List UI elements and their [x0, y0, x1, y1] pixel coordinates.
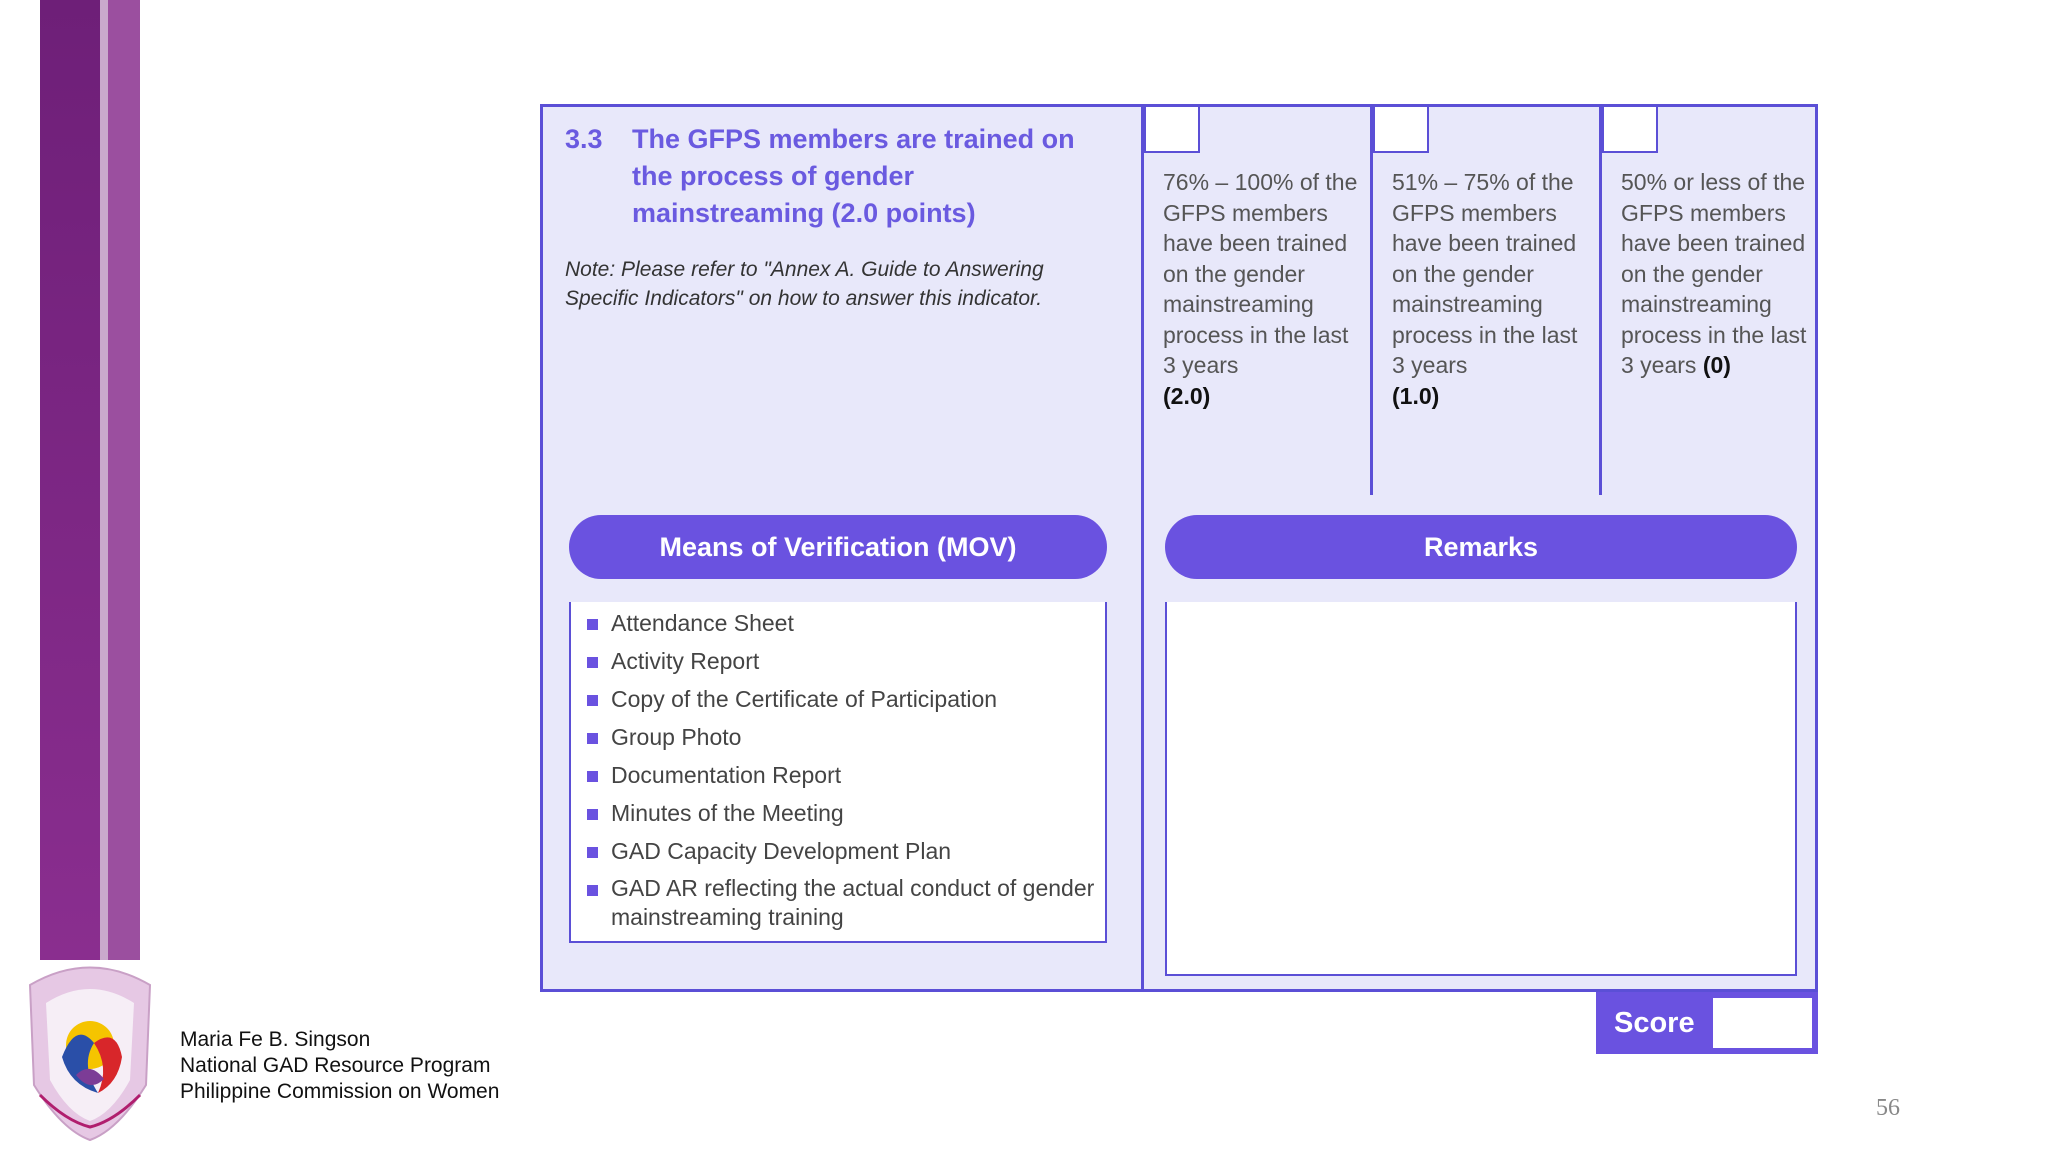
- criterion-1: [1163, 167, 1363, 411]
- square-bullet-icon: [587, 847, 598, 858]
- criterion-score: (0): [1702, 352, 1731, 378]
- criteria-divider-2: [1599, 107, 1602, 495]
- mov-item-label: Activity Report: [611, 648, 760, 674]
- presenter-name: Maria Fe B. Singson: [180, 1028, 371, 1051]
- mov-item: [583, 646, 1105, 676]
- mov-item-label: Minutes of the Meeting: [611, 800, 844, 826]
- criterion-text: 50% or less of the GFPS members have been trained on the gender mainstreaming process in the last 3 years: [1621, 169, 1807, 378]
- mov-item: [583, 836, 1105, 866]
- pcw-seal-icon: [18, 945, 162, 1145]
- square-bullet-icon: [587, 657, 598, 668]
- side-stripe-light: [100, 0, 108, 960]
- slide-number: 56: [1876, 1095, 1900, 1121]
- mov-item: [583, 760, 1105, 790]
- indicator-title: [565, 121, 1105, 232]
- criterion-text: 51% – 75% of the GFPS members have been trained on the gender mainstreaming process in the last 3 years: [1392, 169, 1578, 378]
- mov-list-box: [569, 602, 1107, 943]
- score-input[interactable]: [1713, 998, 1812, 1048]
- criterion-2: [1392, 167, 1592, 411]
- criterion-score: (1.0): [1392, 382, 1440, 409]
- mov-item: [583, 798, 1105, 828]
- score-box: [1596, 992, 1818, 1054]
- side-stripe-dark: [40, 0, 100, 960]
- mov-item: [583, 874, 1105, 932]
- presenter-program: National GAD Resource Program: [180, 1054, 491, 1077]
- criterion-text: 76% – 100% of the GFPS members have been trained on the gender mainstreaming process in the last 3 years: [1163, 169, 1358, 378]
- mov-list: [571, 602, 1105, 932]
- presenter-organization: Philippine Commission on Women: [180, 1080, 500, 1103]
- criterion-score: (2.0): [1163, 382, 1211, 409]
- panel-divider: [1141, 107, 1144, 992]
- score-label: Score: [1614, 1007, 1695, 1039]
- criterion-checkbox-1[interactable]: [1144, 107, 1200, 153]
- square-bullet-icon: [587, 619, 598, 630]
- criteria-divider-1: [1370, 107, 1373, 495]
- mov-item-label: Group Photo: [611, 724, 742, 750]
- square-bullet-icon: [587, 695, 598, 706]
- mov-item-label: GAD AR reflecting the actual conduct of gender mainstreaming training: [611, 875, 1095, 930]
- mov-item-label: Documentation Report: [611, 762, 842, 788]
- indicator-title-text: The GFPS members are trained on the process of gender mainstreaming (2.0 points): [632, 124, 1075, 228]
- mov-item-label: Attendance Sheet: [611, 610, 794, 636]
- mov-item-label: Copy of the Certificate of Participation: [611, 686, 998, 712]
- square-bullet-icon: [587, 733, 598, 744]
- criterion-3: [1621, 167, 1821, 381]
- remarks-header: Remarks: [1165, 515, 1797, 579]
- indicator-panel: [540, 104, 1818, 992]
- square-bullet-icon: [587, 885, 598, 896]
- mov-item: [583, 684, 1105, 714]
- square-bullet-icon: [587, 809, 598, 820]
- indicator-note: Note: Please refer to "Annex A. Guide to Answering Specific Indicators" on how to answer this indicator.: [565, 258, 1044, 310]
- mov-item: [583, 608, 1105, 638]
- criterion-checkbox-3[interactable]: [1602, 107, 1658, 153]
- mov-header: Means of Verification (MOV): [569, 515, 1107, 579]
- remarks-box[interactable]: [1165, 602, 1797, 976]
- square-bullet-icon: [587, 771, 598, 782]
- indicator-number: 3.3: [565, 124, 603, 154]
- mov-item: [583, 722, 1105, 752]
- mov-item-label: GAD Capacity Development Plan: [611, 838, 952, 864]
- side-stripe-medium: [108, 0, 140, 960]
- criterion-checkbox-2[interactable]: [1373, 107, 1429, 153]
- presenter-credit: [180, 1027, 499, 1105]
